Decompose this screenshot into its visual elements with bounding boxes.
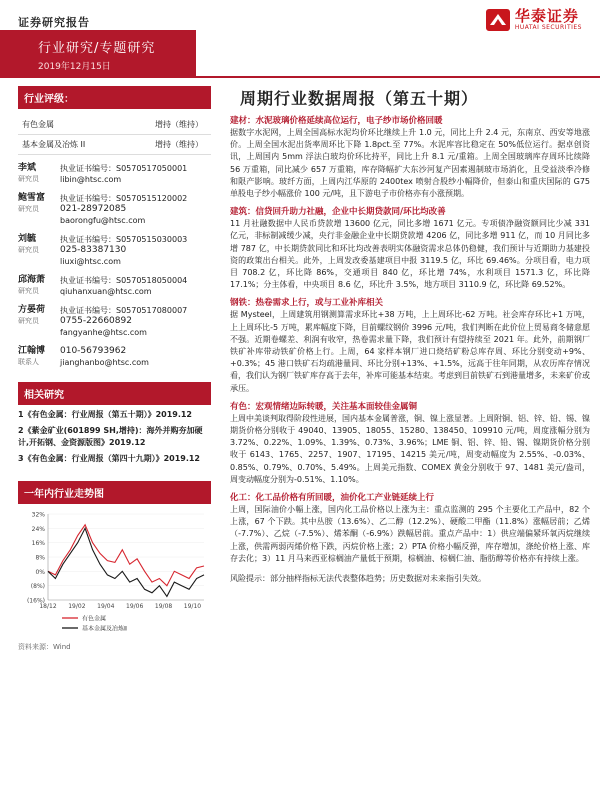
title-band-red-block — [0, 30, 196, 78]
x-tick-label: 18/12 — [39, 603, 57, 610]
analyst-card — [18, 234, 211, 267]
analyst-license: 执业证书编号：S0570517050001 — [60, 164, 188, 173]
title-band — [0, 30, 600, 78]
analyst-phone: 021-28972085 — [60, 204, 127, 214]
section-building-materials — [230, 115, 590, 200]
x-tick-label: 19/04 — [97, 603, 115, 610]
legend-label: 基本金属及冶炼Ⅱ — [82, 625, 127, 633]
analyst-license: 执业证书编号：S0570518050004 — [60, 276, 188, 285]
trend-chart — [18, 508, 211, 638]
section-heading: 化工：化工品价格有所回暖，油价化工产业链延续上行 — [230, 493, 435, 504]
series-line — [48, 528, 204, 596]
analyst-card — [18, 346, 211, 368]
legend-label: 有色金属 — [82, 615, 107, 623]
rating-value: 增持（维持） — [151, 115, 211, 135]
analyst-license: 执业证书编号：S0570515030003 — [60, 235, 188, 244]
trend-chart-section — [18, 481, 211, 652]
section-heading: 建筑：信贷回升助力社融，企业中长期贷款同/环比均改善 — [230, 207, 446, 218]
analyst-role: 研究员 — [18, 317, 39, 325]
analyst-email[interactable]: libin@htsc.com — [60, 175, 122, 184]
page-title: 周期行业数据周报（第五十期） — [240, 89, 479, 108]
ratings-table — [18, 115, 211, 155]
analyst-email[interactable]: qiuhanxuan@htsc.com — [60, 287, 152, 296]
analyst-phone: 0755-22660892 — [60, 316, 132, 326]
analyst-role: 研究员 — [18, 205, 39, 213]
y-tick-label: (16%) — [26, 597, 45, 605]
related-item[interactable]: 2《紫金矿业(601899 SH,增持)：海外并购夯加硬计,开拓钢、金资源版图》2019.12 — [18, 426, 203, 447]
analyst-role: 研究员 — [18, 175, 39, 183]
huatai-logo-icon — [486, 9, 510, 31]
section-steel — [230, 297, 590, 394]
analyst-role: 研究员 — [18, 287, 39, 295]
x-tick-label: 19/08 — [154, 603, 173, 610]
related-heading: 相关研究 — [18, 382, 211, 405]
analyst-email[interactable]: baorongfu@htsc.com — [60, 216, 146, 225]
x-tick-label: 19/10 — [183, 603, 202, 610]
x-tick-label: 19/06 — [126, 603, 144, 610]
y-tick-label: 32% — [31, 511, 45, 519]
section-chemicals — [230, 492, 590, 565]
section-construction — [230, 206, 590, 291]
analyst-card — [18, 305, 211, 338]
analyst-card — [18, 163, 211, 185]
analyst-card — [18, 193, 211, 226]
y-tick-label: (8%) — [30, 583, 45, 591]
x-tick-label: 19/02 — [68, 603, 86, 610]
rating-industry: 有色金属 — [18, 115, 151, 135]
section-body: 上周中美谈判取得阶段性进展，国内基本金属普涨，铜、镍上涨显著。上周附铜、铝、锌、铅、锡、镍期货价格分别收于 49040、13905、18055、15280、138450、109910 元/吨，周度涨幅分别为 3.72%、0.22%、1.09%、1.39%、0.73%、3.96%；LME 铜、铝、锌、铅、锡、镍期货价格分别收于 6143、1765、2257、1907、17195、14215 美元/吨，周变动幅度为 2.55%、-0.03%、0.85%、0.79%、0.70%、5.49%。上周美元指数、COMEX 黄金分别收于 97、1481 美元/盎司，周变动幅度分别为-0.51%、1.10%。 — [230, 413, 590, 484]
related-item[interactable]: 1《有色金属：行业周报（第五十期）》2019.12 — [18, 410, 193, 419]
report-date: 2019年12月15日 — [38, 62, 111, 72]
related-item[interactable]: 3《有色金属：行业周报（第四十九期）》2019.12 — [18, 454, 201, 463]
logo-name-en: HUATAI SECURITIES — [514, 24, 582, 31]
chart-source: 资料来源：Wind — [18, 643, 71, 651]
rating-value: 增持（维持） — [151, 135, 211, 155]
sidebar — [18, 86, 211, 652]
section-body: 据 Mysteel，上周建筑用钢测算需求环比+38 万吨，上上周环比-62 万吨。社会库存环比+1 万吨，上上周环比-5 万吨，累库幅度下降，目前螺纹钢价 3996 元/吨，我们判断在此价位上贸易商冬储意愿不强。近期卷螺差、利润有收窄，热卷需求量下降，我们预计有望持续至 2021 年。此外，前期钢厂铁矿补库带动铁矿价格上行。上周，64 家样本钢厂进口烧结矿粉总库存周、环比分别变动+9%、+0.3%；45 港口铁矿石均疏港量同、环比分别+13%、+1.5%，远高于往年同期，从农历库存情况看，我们认为钢厂铁矿库存高于去年，补库可能基本结束。考虑到目前铁矿石到港量增多，未来矿价或承压。 — [230, 310, 590, 393]
section-heading: 钢铁：热卷需求上行，或与工业补库相关 — [230, 298, 384, 309]
logo-name-cn: 华泰证券 — [514, 7, 579, 25]
section-heading: 有色：宏观情绪边际转暖，关注基本面较佳金属铜 — [230, 401, 418, 412]
analyst-email[interactable]: jianghanbo@htsc.com — [60, 358, 149, 367]
analyst-license: 执业证书编号：S0570517080007 — [60, 306, 188, 315]
analyst-phone: 025-83387130 — [60, 245, 127, 255]
section-nonferrous — [230, 401, 590, 486]
analyst-list — [18, 163, 211, 368]
y-tick-label: 8% — [35, 554, 45, 562]
title-band-line — [196, 76, 600, 78]
report-type-label: 证券研究报告 — [18, 16, 90, 29]
section-body: 11 月社融数据中人民币贷款增 13600 亿元，同比多增 1671 亿元。专项债净融资额同比少减 331 亿元，非标制减缓少减，央行非金融企业中长期贷款增 4206 亿，同比多增 911 亿，而 10 月同比多增 787 亿，中长期贷款同比和环比均改善表明实体融资需求总体仍稳健，我们预计与近期助力基建投资的政策出台相关。此外，上周发改委基建项目中报 3119.5 亿，环比 69.46%。分项目看，电力项目 708.2 亿，环比降 86%，交通项目 840 亿，环比增 74%，水利项目 1571.3 亿，环比降 17.1%；分主体看，中央项目 8.6 亿，环比升 3.5%，地方项目 3110.9 亿，环比降 69.52%。 — [230, 219, 590, 290]
analyst-name: 刘毓 — [18, 234, 37, 244]
y-tick-label: 24% — [31, 525, 45, 533]
y-tick-label: 16% — [31, 540, 45, 548]
ratings-heading: 行业评级： — [18, 86, 211, 109]
rating-row — [18, 115, 211, 135]
y-tick-label: 0% — [35, 568, 45, 576]
main-content — [230, 86, 590, 585]
report-category: 行业研究/专题研究 — [38, 41, 156, 56]
analyst-license: 执业证书编号：S0570515120002 — [60, 194, 188, 203]
analyst-name: 邱海萧 — [18, 275, 46, 285]
analyst-role: 研究员 — [18, 246, 39, 254]
analyst-role: 联系人 — [18, 358, 39, 366]
analyst-email[interactable]: fangyanhe@htsc.com — [60, 328, 147, 337]
related-research — [18, 382, 211, 465]
rating-industry: 基本金属及冶炼 II — [18, 135, 151, 155]
rating-row — [18, 135, 211, 155]
analyst-name: 鲍雪富 — [18, 193, 46, 203]
section-body: 上周，国际油价小幅上涨，国内化工品价格以上涨为主：重点监测的 295 个主要化工产品中，82 个上涨，67 个下跌。其中丛胺（13.6%）、乙二醇（12.2%）、硬酸二甲酯（11.8%）涨幅居前；乙烯（-7.7%）、乙烷（-7.5%）、烯苯酮（-6.9%）跌幅居前。重点产品中：1）供应端偏紧环氧丙烷继续上涨，供需两弱丙烯价格下跌，丙烷价格上涨；2）PTA 价格小幅反弹，库存增加，涤纶价格上涨、库存去化；3）11 月马来西亚棕榈油产量低于预期，棕榈油、棕榈仁油、脂肪醇等价格亦有持续上涨。 — [230, 505, 590, 563]
analyst-name: 方晏荷 — [18, 305, 46, 315]
analyst-name: 江翰博 — [18, 346, 46, 356]
section-body: 据数字水泥网，上周全国高标水泥均价环比继续上升 1.0 元，同比上升 2.4 元，东南京、西安等地涨价。上周全国水泥出货率周环比下降 1.8pct.至 77%。水泥库容比稳定在 50%低位运行。据卓创资讯，上周国内 5mm 浮法白玻均价环比持平，同比上升 8.1 元/重箱。上周全国玻璃库存周环比续降 56 万重箱，同比减少 657 万重箱，库存降幅扩大东沙河复产因素遏制玻市场消化，且受益淡季冷修和限产影响。玻纤方面，上周内江华原的 2400tex 喷射合股纱小幅降价，但泰山和重庆国际的 G75 单股电子纱小幅涨价 100 元/吨，且下游电子市价格亦有小涨预期。 — [230, 128, 590, 199]
risk-warning: 风险提示：部分抽样指标无法代表整体趋势；历史数据对未来指引失效。 — [230, 574, 486, 584]
analyst-email[interactable]: liuxi@htsc.com — [60, 257, 121, 266]
section-heading: 建材：水泥玻璃价格延续高位运行，电子纱市场价格回暖 — [230, 116, 443, 126]
brand-logo — [486, 8, 582, 31]
chart-heading: 一年内行业走势图 — [18, 481, 211, 504]
analyst-name: 李斌 — [18, 163, 37, 173]
analyst-phone: 010-56793962 — [60, 346, 127, 356]
analyst-card — [18, 275, 211, 297]
